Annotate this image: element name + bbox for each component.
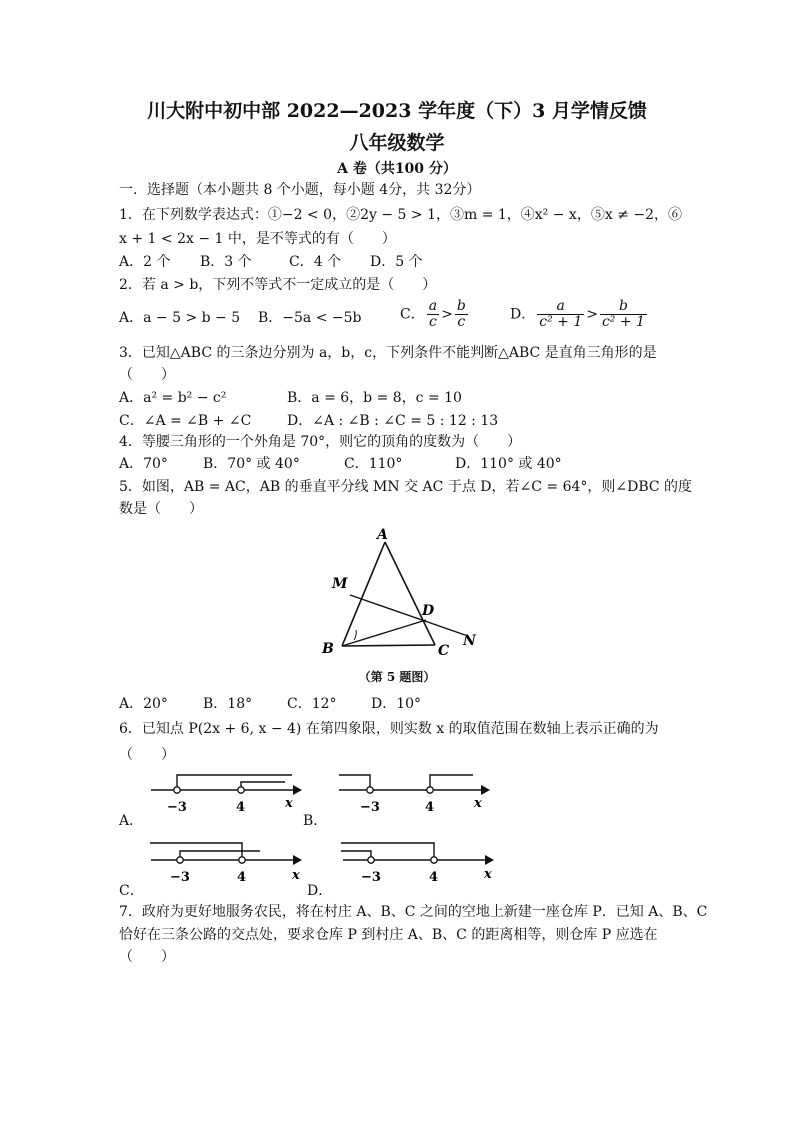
q2-option-d: D． $\frac{a}{\text{c² + 1}}$ > $\frac{b}{\text{c² + 1}}$: [510, 298, 645, 330]
svg-text:4: 4: [429, 870, 439, 883]
svg-text:x: x: [285, 796, 293, 811]
q2-stem: 2．若 a > b，下列不等式不一定成立的是（ ）: [119, 277, 437, 293]
q1-option-d: D．5 个: [370, 254, 423, 270]
q3-option-b: B．a = 6，b = 8，c = 10: [287, 390, 462, 406]
exam-subject: 八年级数学: [349, 132, 445, 154]
q7-stem-line1: 7．政府为更好地服务农民，将在村庄 A、B、C 之间的空地上新建一座仓库 P．已知 A、B、C: [119, 904, 708, 920]
q6-option-a: A．: [119, 813, 144, 829]
q1-stem-line2: x + 1 < 2x − 1 中，是不等式的有（ ）: [119, 231, 396, 247]
section-heading: 一．选择题（本小题共 8 个小题，每小题 4分，共 32分）: [119, 182, 481, 198]
q7-stem-line3: （ ）: [119, 949, 175, 965]
fraction: $\frac{a}{c}$: [428, 298, 438, 330]
q2-option-c: C． $\frac{a}{c}$ > $\frac{b}{c}$: [400, 298, 466, 330]
q5-option-b: B．18°: [203, 696, 253, 712]
q3-stem-line2: （ ）: [119, 367, 175, 383]
svg-text:−3: −3: [170, 870, 190, 883]
side-ab: [342, 542, 385, 646]
q5-option-d: D．10°: [371, 696, 422, 712]
q4-option-a: A．70°: [119, 456, 168, 472]
q1-option-c: C．4 个: [289, 254, 342, 270]
svg-text:−3: −3: [361, 870, 381, 883]
side-ac: [385, 542, 435, 645]
q6-number-line-a: [145, 770, 305, 815]
angle-mark: [354, 630, 356, 640]
q5-triangle-figure: [320, 520, 490, 665]
q6-stem-line1: 6．已知点 P(2x + 6, x − 4) 在第四象限，则实数 x 的取值范围在数轴上表示正确的为: [119, 721, 659, 737]
svg-text:4: 4: [236, 800, 246, 815]
q1-option-b: B．3 个: [200, 254, 252, 270]
q4-stem: 4．等腰三角形的一个外角是 70°，则它的顶角的度数为（ ）: [119, 434, 522, 450]
segment-bd: [342, 620, 426, 646]
label-d: D: [422, 603, 435, 619]
svg-text:4: 4: [425, 800, 435, 815]
q4-option-b: B．70° 或 40°: [203, 456, 300, 472]
q3-stem-line1: 3．已知△ABC 的三条边分别为 a，b，c，下列条件不能判断△ABC 是直角三角形的是: [119, 345, 657, 361]
fraction: $\frac{b}{\text{c² + 1}}$: [601, 298, 645, 330]
svg-text:x: x: [484, 867, 492, 882]
svg-text:x: x: [474, 796, 482, 811]
q5-option-c: C．12°: [287, 696, 337, 712]
q3-option-d: D．∠A : ∠B : ∠C = 5 : 12 : 13: [287, 413, 499, 429]
q5-figure-caption: （第 5 题图）: [358, 670, 436, 684]
svg-text:−3: −3: [360, 800, 380, 815]
q1-stem-line1: 1．在下列数学表达式：①−2 < 0，②2y − 5 > 1，③m = 1，④x² − x，⑤x ≠ −2，⑥: [119, 207, 682, 223]
q6-number-line-b: [333, 770, 493, 815]
q6-number-line-c: [145, 838, 310, 883]
paper-section-label: A 卷（共100 分）: [337, 161, 457, 177]
q4-option-d: D．110° 或 40°: [455, 456, 562, 472]
q2-option-d-label: D．: [510, 306, 536, 323]
q3-option-c: C．∠A = ∠B + ∠C: [119, 413, 252, 429]
q4-option-c: C．110°: [344, 456, 403, 472]
svg-text:x: x: [292, 868, 300, 883]
label-b: B: [322, 641, 334, 657]
fraction: $\frac{b}{c}$: [456, 298, 466, 330]
side-bc: [342, 645, 435, 646]
line-mn: [350, 595, 465, 635]
label-c: C: [438, 643, 450, 659]
label-n: N: [463, 633, 476, 649]
q5-stem-line2: 数是（ ）: [119, 501, 203, 517]
q6-stem-line2: （ ）: [119, 747, 175, 763]
q6-option-d: D．: [307, 883, 333, 899]
q7-stem-line2: 恰好在三条公路的交点处，要求仓库 P 到村庄 A、B、C 的距离相等，则仓库 P 应选在: [119, 927, 658, 943]
exam-title: 川大附中初中部 2022—2023 学年度（下）3 月学情反馈: [147, 100, 647, 122]
q6-number-line-d: [337, 838, 497, 883]
q6-option-b: B．: [303, 813, 328, 829]
q1-option-a: A．2 个: [119, 254, 171, 270]
q6-option-c: C．: [119, 883, 144, 899]
label-a: A: [377, 527, 388, 543]
q2-option-a: A．a − 5 > b − 5: [119, 310, 241, 326]
q5-stem-line1: 5．如图，AB = AC，AB 的垂直平分线 MN 交 AC 于点 D，若∠C = 64°，则∠DBC 的度: [119, 479, 693, 495]
svg-text:−3: −3: [167, 800, 187, 815]
fraction: $\frac{a}{\text{c² + 1}}$: [539, 298, 583, 330]
q3-option-a: A．a² = b² − c²: [119, 390, 227, 406]
q5-option-a: A．20°: [119, 696, 168, 712]
q2-option-b: B．−5a < −5b: [258, 310, 362, 326]
svg-text:4: 4: [237, 870, 247, 883]
q2-option-c-label: C．: [400, 306, 425, 323]
label-m: M: [332, 576, 348, 592]
